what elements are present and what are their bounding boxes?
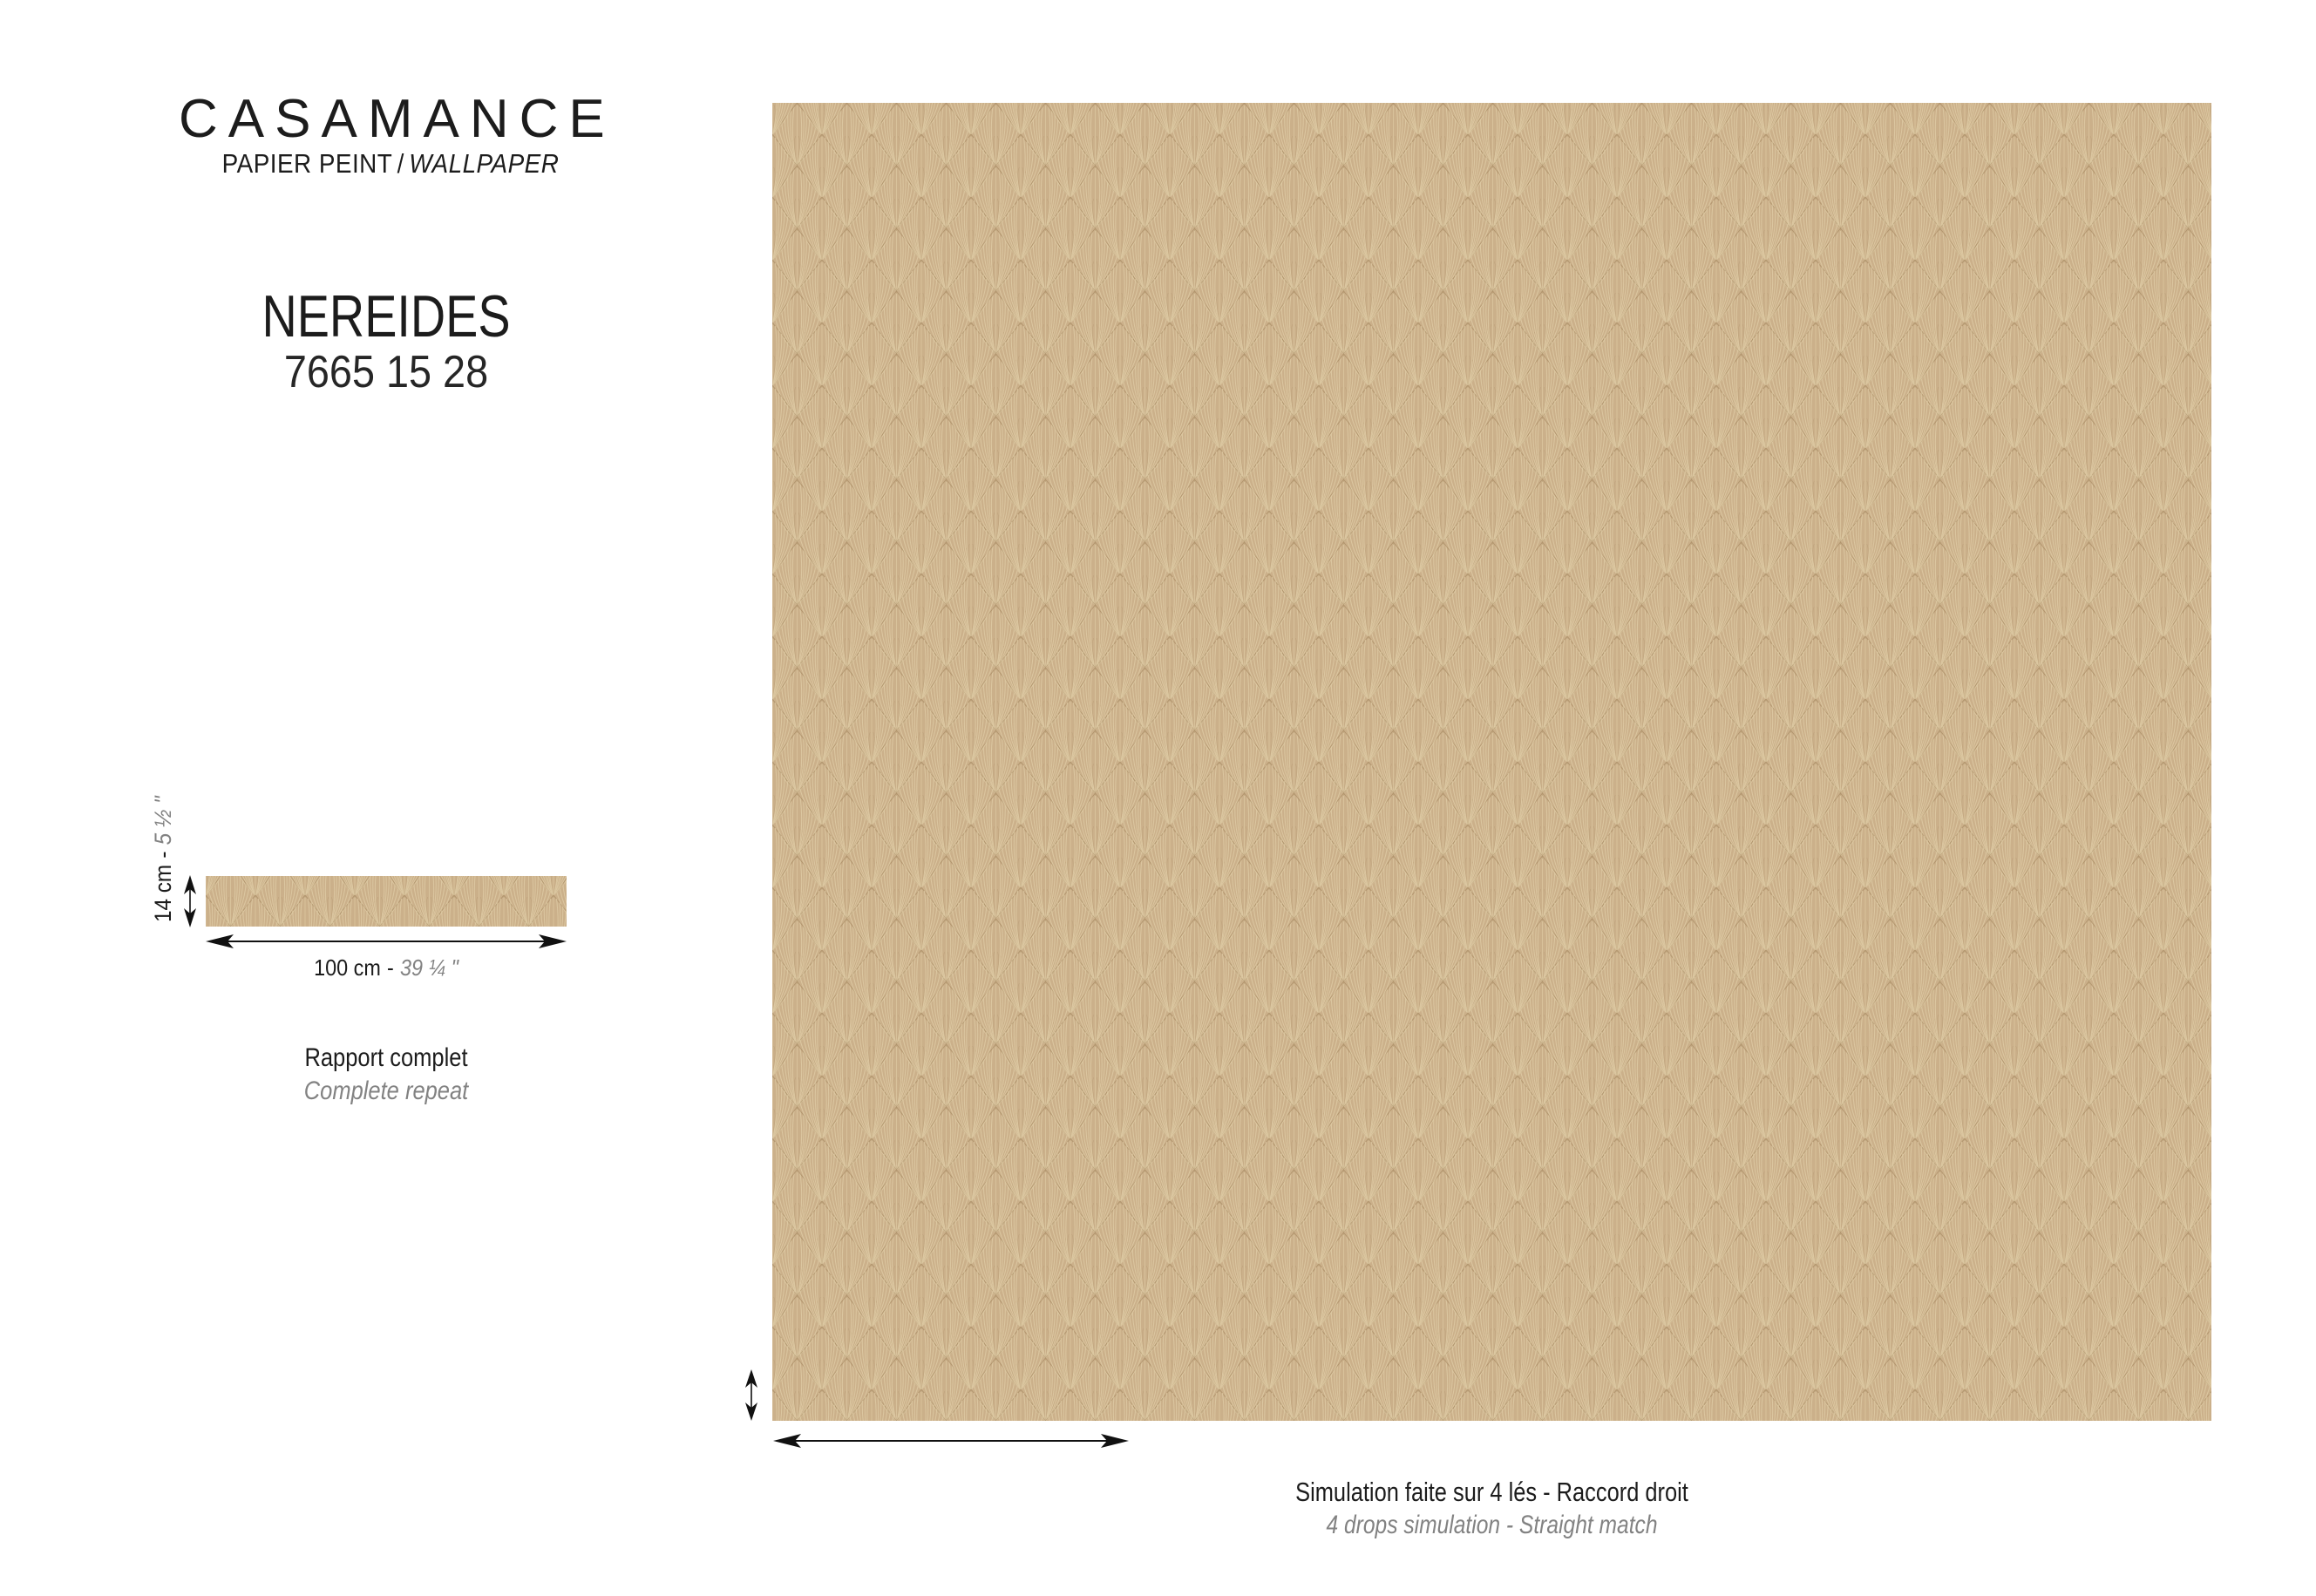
panel-drop-width-arrow-icon (773, 1432, 1129, 1450)
repeat-width-metric: 100 cm (314, 954, 381, 981)
simulation-caption-english: 4 drops simulation - Straight match (1326, 1511, 1658, 1539)
brand-tagline (200, 150, 581, 177)
tagline-separator: / (397, 148, 404, 179)
product-title: NEREIDES (261, 283, 511, 350)
repeat-width-imperial: 39 ¼ " (400, 954, 458, 981)
repeat-width-separator: - (387, 954, 394, 981)
tagline-french: PAPIER PEINT (221, 148, 393, 179)
simulation-caption-french: Simulation faite sur 4 lés - Raccord droit (1295, 1477, 1688, 1507)
repeat-height-metric: 14 cm (150, 864, 176, 922)
brand-logo: CASAMANCE (179, 89, 615, 149)
repeat-width-label (224, 956, 549, 979)
height-arrow-icon (183, 875, 197, 927)
repeat-height-separator: - (150, 851, 176, 859)
repeat-swatch-pattern (206, 876, 567, 927)
repeat-height-imperial: 5 ½ " (150, 796, 176, 846)
repeat-height-label (152, 796, 175, 922)
width-arrow-icon (206, 933, 567, 950)
product-reference: 7665 15 28 (283, 347, 489, 397)
repeat-label-english: Complete repeat (303, 1076, 469, 1105)
tagline-english: WALLPAPER (409, 148, 560, 179)
simulation-panel (772, 103, 2211, 1421)
panel-height-arrow-icon (744, 1369, 758, 1421)
repeat-label-french: Rapport complet (304, 1043, 468, 1072)
